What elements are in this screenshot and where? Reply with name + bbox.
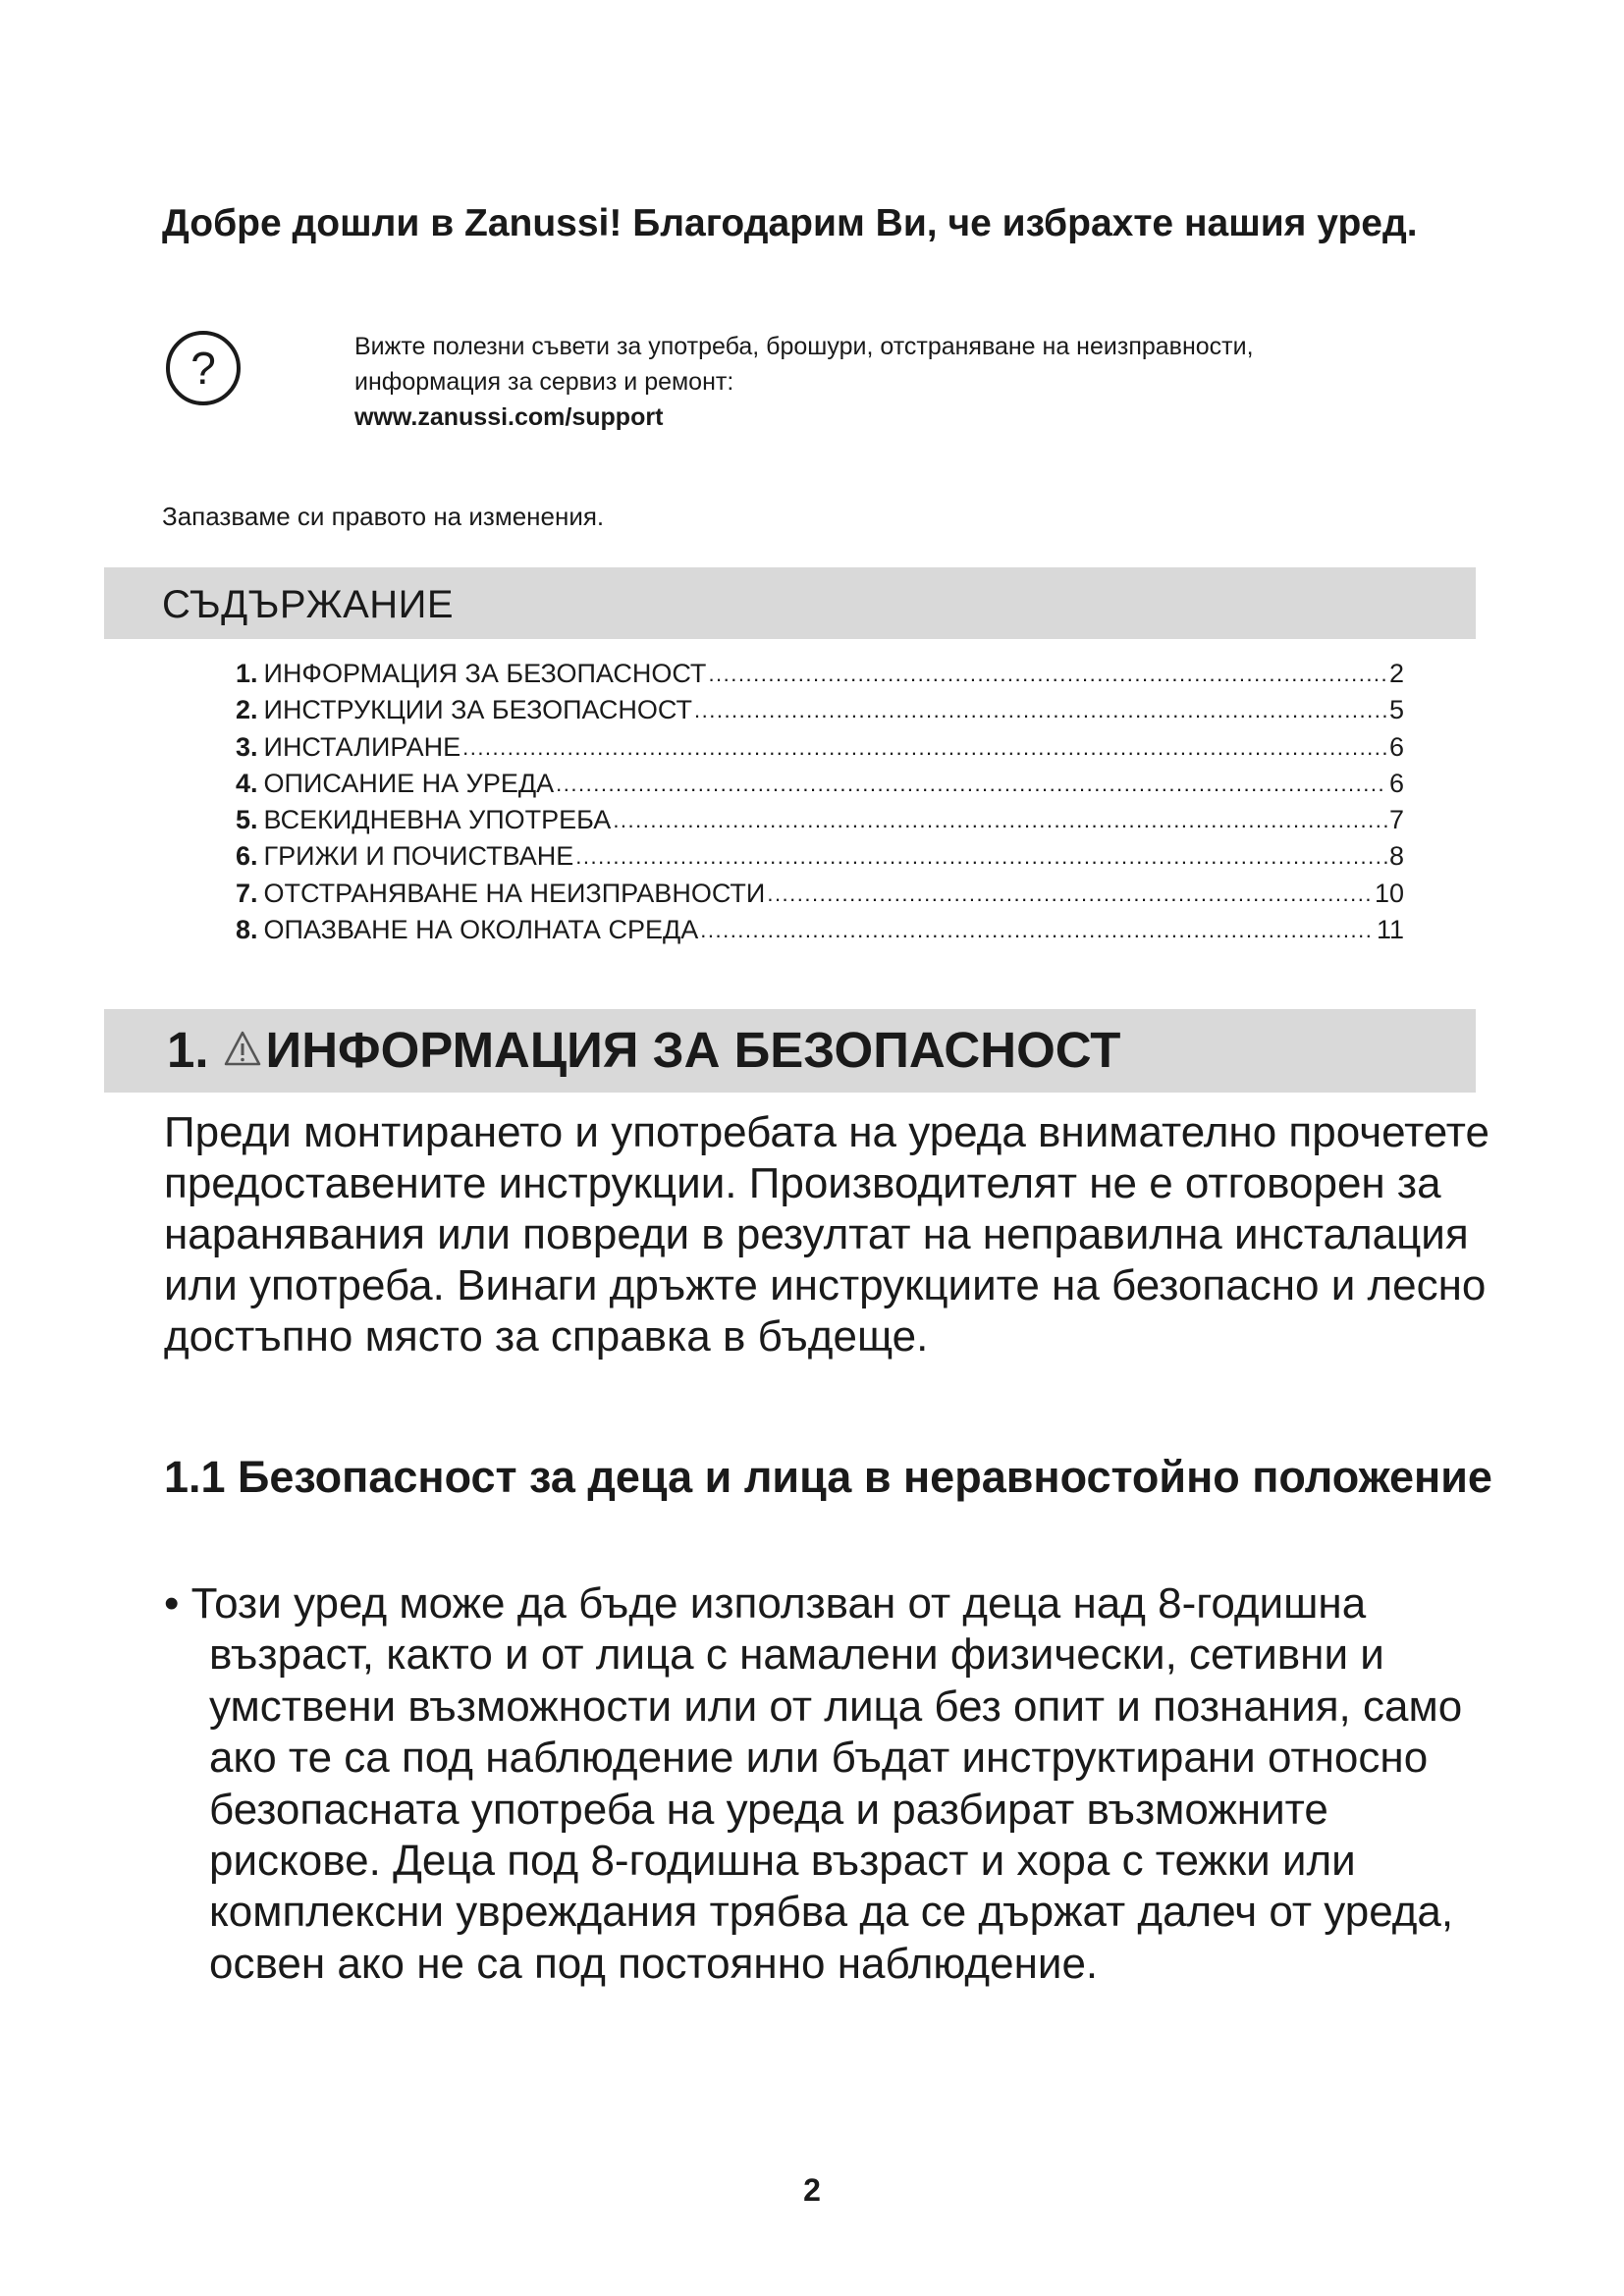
toc-item-label: ВСЕКИДНЕВНА УПОТРЕБА xyxy=(263,805,612,835)
toc-item-page: 6 xyxy=(1388,731,1404,762)
toc-item[interactable] xyxy=(236,692,1404,728)
support-info xyxy=(354,329,1484,435)
toc-item[interactable] xyxy=(236,876,1404,912)
intro-paragraph: Преди монтирането и употребата на уреда внимателно прочетете предоставените инструкции. Производителят не е отговорен за наранявания или повреди в резултат на неправилна инсталация или употреба. Винаги дръжте инструкциите на безопасно и лесно достъпно място за справка в бъдеще. xyxy=(164,1108,1489,1361)
support-text-line2: информация за сервиз и ремонт: xyxy=(354,368,734,396)
support-text-line1: Вижте полезни съвети за употреба, брошури, отстраняване на неизправности, xyxy=(354,333,1254,360)
section-number: 1. xyxy=(167,1022,209,1078)
toc-item[interactable] xyxy=(236,766,1404,802)
toc-leader-dots xyxy=(708,656,1387,692)
welcome-title: Добре дошли в Zanussi! Благодарим Ви, че избрахте нашия уред. xyxy=(162,202,1418,244)
toc-item[interactable] xyxy=(236,912,1404,948)
toc-item[interactable] xyxy=(236,838,1404,875)
toc-leader-dots xyxy=(767,876,1373,912)
toc-item-label: ИНСТРУКЦИИ ЗА БЕЗОПАСНОСТ xyxy=(263,695,692,725)
toc-leader-dots xyxy=(462,729,1387,766)
toc-item-page: 6 xyxy=(1388,768,1404,798)
bullet-item: • Този уред може да бъде използван от деца над 8-годишна възраст, както и от лица с намалени физически, сетивни и умствени възможности или от лица без опит и познания, само ако те са под наблюдение или бъдат инструктирани относно безопасната употреба на уреда и разбират възможните рискове. Деца под 8-годишна възраст и хора с тежки или комплексни увреждания трябва да се държат далеч от уреда, освен ако не са под постоянно наблюдение. xyxy=(164,1579,1463,1988)
page-number: 2 xyxy=(803,2172,821,2208)
toc-item-label: ОПАЗВАНЕ НА ОКОЛНАТА СРЕДА xyxy=(263,915,699,945)
toc-item-label: ИНСТАЛИРАНЕ xyxy=(263,731,461,762)
warning-triangle-icon xyxy=(223,1030,262,1067)
section-heading xyxy=(167,1018,1120,1083)
toc-item-page: 5 xyxy=(1388,695,1404,725)
toc-item-page: 8 xyxy=(1388,841,1404,872)
toc-leader-dots xyxy=(613,802,1387,838)
toc-item-label: ОТСТРАНЯВАНЕ НА НЕИЗПРАВНОСТИ xyxy=(263,878,766,908)
table-of-contents xyxy=(236,656,1404,948)
toc-item-label: ОПИСАНИЕ НА УРЕДА xyxy=(263,768,555,798)
toc-item-page: 7 xyxy=(1388,805,1404,835)
toc-item[interactable] xyxy=(236,729,1404,766)
question-circle-icon xyxy=(164,329,243,407)
reserve-note: Запазваме си правото на изменения. xyxy=(162,502,605,531)
toc-leader-dots xyxy=(694,692,1387,728)
svg-text:?: ? xyxy=(190,343,216,394)
toc-item[interactable] xyxy=(236,656,1404,692)
toc-item[interactable] xyxy=(236,802,1404,838)
toc-item-number: 6. xyxy=(236,841,258,872)
toc-item-number: 7. xyxy=(236,878,258,908)
toc-item-number: 2. xyxy=(236,695,258,725)
toc-item-label: ИНФОРМАЦИЯ ЗА БЕЗОПАСНОСТ xyxy=(263,659,707,688)
toc-item-page: 2 xyxy=(1388,659,1404,688)
toc-item-number: 1. xyxy=(236,659,258,688)
subsection-title: 1.1 Безопасност за деца и лица в неравностойно положение xyxy=(164,1452,1492,1502)
toc-item-number: 8. xyxy=(236,915,258,945)
toc-item-number: 5. xyxy=(236,805,258,835)
support-link[interactable]: www.zanussi.com/support xyxy=(354,403,664,431)
toc-item-label: ГРИЖИ И ПОЧИСТВАНЕ xyxy=(263,841,574,872)
section-title: ИНФОРМАЦИЯ ЗА БЕЗОПАСНОСТ xyxy=(265,1022,1121,1078)
toc-leader-dots xyxy=(556,766,1387,802)
toc-item-number: 4. xyxy=(236,768,258,798)
toc-title: СЪДЪРЖАНИЕ xyxy=(162,583,455,626)
toc-item-number: 3. xyxy=(236,731,258,762)
toc-item-page: 11 xyxy=(1376,915,1404,945)
toc-leader-dots xyxy=(575,838,1387,875)
toc-item-page: 10 xyxy=(1374,878,1404,908)
toc-leader-dots xyxy=(700,912,1375,948)
